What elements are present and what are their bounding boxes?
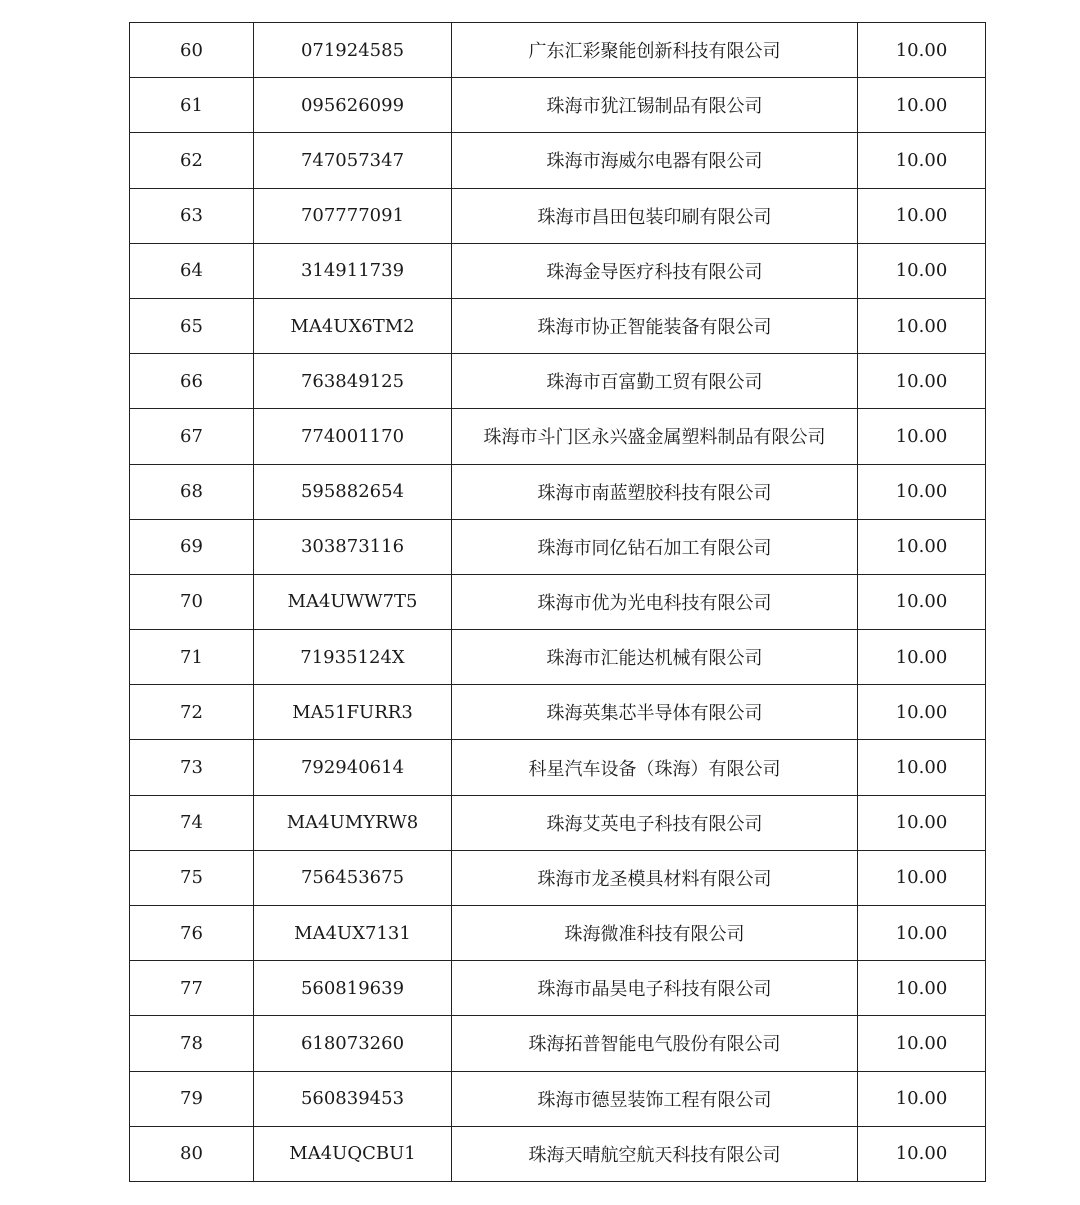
company-name: 珠海市晶昊电子科技有限公司 xyxy=(452,961,858,1016)
org-code: MA4UWW7T5 xyxy=(254,574,452,629)
row-number: 62 xyxy=(130,133,254,188)
table-row xyxy=(130,243,986,298)
amount: 10.00 xyxy=(858,630,986,685)
row-number: 80 xyxy=(130,1126,254,1181)
row-number: 65 xyxy=(130,298,254,353)
company-name: 珠海拓普智能电气股份有限公司 xyxy=(452,1016,858,1071)
row-number: 79 xyxy=(130,1071,254,1126)
row-number: 60 xyxy=(130,23,254,78)
org-code: 560819639 xyxy=(254,961,452,1016)
company-name: 广东汇彩聚能创新科技有限公司 xyxy=(452,23,858,78)
row-number: 67 xyxy=(130,409,254,464)
company-table xyxy=(129,22,986,1182)
company-name: 珠海市协正智能装备有限公司 xyxy=(452,298,858,353)
company-name: 珠海市南蓝塑胶科技有限公司 xyxy=(452,464,858,519)
org-code: 774001170 xyxy=(254,409,452,464)
company-name: 珠海市斗门区永兴盛金属塑料制品有限公司 xyxy=(452,409,858,464)
amount: 10.00 xyxy=(858,133,986,188)
org-code: 792940614 xyxy=(254,740,452,795)
table-row xyxy=(130,188,986,243)
row-number: 61 xyxy=(130,78,254,133)
org-code: MA4UX7131 xyxy=(254,906,452,961)
org-code: 756453675 xyxy=(254,850,452,905)
company-name: 珠海市德昱装饰工程有限公司 xyxy=(452,1071,858,1126)
org-code: 618073260 xyxy=(254,1016,452,1071)
table-body xyxy=(130,23,986,1182)
table-row xyxy=(130,1126,986,1181)
org-code: MA4UQCBU1 xyxy=(254,1126,452,1181)
row-number: 72 xyxy=(130,685,254,740)
org-code: MA51FURR3 xyxy=(254,685,452,740)
org-code: 071924585 xyxy=(254,23,452,78)
table-row xyxy=(130,133,986,188)
company-name: 珠海英集芯半导体有限公司 xyxy=(452,685,858,740)
table-row xyxy=(130,685,986,740)
table-row xyxy=(130,906,986,961)
row-number: 73 xyxy=(130,740,254,795)
amount: 10.00 xyxy=(858,574,986,629)
org-code: 560839453 xyxy=(254,1071,452,1126)
table-row xyxy=(130,354,986,409)
company-name: 珠海市优为光电科技有限公司 xyxy=(452,574,858,629)
table-row xyxy=(130,850,986,905)
amount: 10.00 xyxy=(858,740,986,795)
org-code: 763849125 xyxy=(254,354,452,409)
row-number: 63 xyxy=(130,188,254,243)
company-name: 珠海金导医疗科技有限公司 xyxy=(452,243,858,298)
table-row xyxy=(130,78,986,133)
amount: 10.00 xyxy=(858,1071,986,1126)
amount: 10.00 xyxy=(858,23,986,78)
row-number: 70 xyxy=(130,574,254,629)
amount: 10.00 xyxy=(858,795,986,850)
amount: 10.00 xyxy=(858,906,986,961)
amount: 10.00 xyxy=(858,1016,986,1071)
org-code: 095626099 xyxy=(254,78,452,133)
row-number: 77 xyxy=(130,961,254,1016)
org-code: 747057347 xyxy=(254,133,452,188)
amount: 10.00 xyxy=(858,464,986,519)
org-code: 314911739 xyxy=(254,243,452,298)
amount: 10.00 xyxy=(858,78,986,133)
company-name: 珠海市龙圣模具材料有限公司 xyxy=(452,850,858,905)
row-number: 71 xyxy=(130,630,254,685)
table-row xyxy=(130,1016,986,1071)
row-number: 74 xyxy=(130,795,254,850)
table-row xyxy=(130,1071,986,1126)
company-name: 珠海微准科技有限公司 xyxy=(452,906,858,961)
company-name: 珠海市海威尔电器有限公司 xyxy=(452,133,858,188)
table-row xyxy=(130,464,986,519)
table-row xyxy=(130,23,986,78)
table-row xyxy=(130,298,986,353)
org-code: 707777091 xyxy=(254,188,452,243)
table-row xyxy=(130,961,986,1016)
table-row xyxy=(130,409,986,464)
table-row xyxy=(130,630,986,685)
row-number: 78 xyxy=(130,1016,254,1071)
amount: 10.00 xyxy=(858,1126,986,1181)
table-row xyxy=(130,795,986,850)
row-number: 68 xyxy=(130,464,254,519)
amount: 10.00 xyxy=(858,354,986,409)
company-name: 珠海市昌田包装印刷有限公司 xyxy=(452,188,858,243)
org-code: MA4UX6TM2 xyxy=(254,298,452,353)
amount: 10.00 xyxy=(858,188,986,243)
company-name: 科星汽车设备（珠海）有限公司 xyxy=(452,740,858,795)
company-name: 珠海市汇能达机械有限公司 xyxy=(452,630,858,685)
amount: 10.00 xyxy=(858,409,986,464)
amount: 10.00 xyxy=(858,685,986,740)
org-code: 595882654 xyxy=(254,464,452,519)
company-name: 珠海市同亿钻石加工有限公司 xyxy=(452,519,858,574)
row-number: 75 xyxy=(130,850,254,905)
table-row xyxy=(130,519,986,574)
amount: 10.00 xyxy=(858,850,986,905)
org-code: 71935124X xyxy=(254,630,452,685)
company-name: 珠海艾英电子科技有限公司 xyxy=(452,795,858,850)
company-name: 珠海市犹江锡制品有限公司 xyxy=(452,78,858,133)
company-name: 珠海天晴航空航天科技有限公司 xyxy=(452,1126,858,1181)
amount: 10.00 xyxy=(858,243,986,298)
org-code: 303873116 xyxy=(254,519,452,574)
amount: 10.00 xyxy=(858,961,986,1016)
amount: 10.00 xyxy=(858,298,986,353)
amount: 10.00 xyxy=(858,519,986,574)
table-row xyxy=(130,574,986,629)
row-number: 64 xyxy=(130,243,254,298)
table-row xyxy=(130,740,986,795)
company-name: 珠海市百富勤工贸有限公司 xyxy=(452,354,858,409)
row-number: 66 xyxy=(130,354,254,409)
org-code: MA4UMYRW8 xyxy=(254,795,452,850)
row-number: 69 xyxy=(130,519,254,574)
row-number: 76 xyxy=(130,906,254,961)
